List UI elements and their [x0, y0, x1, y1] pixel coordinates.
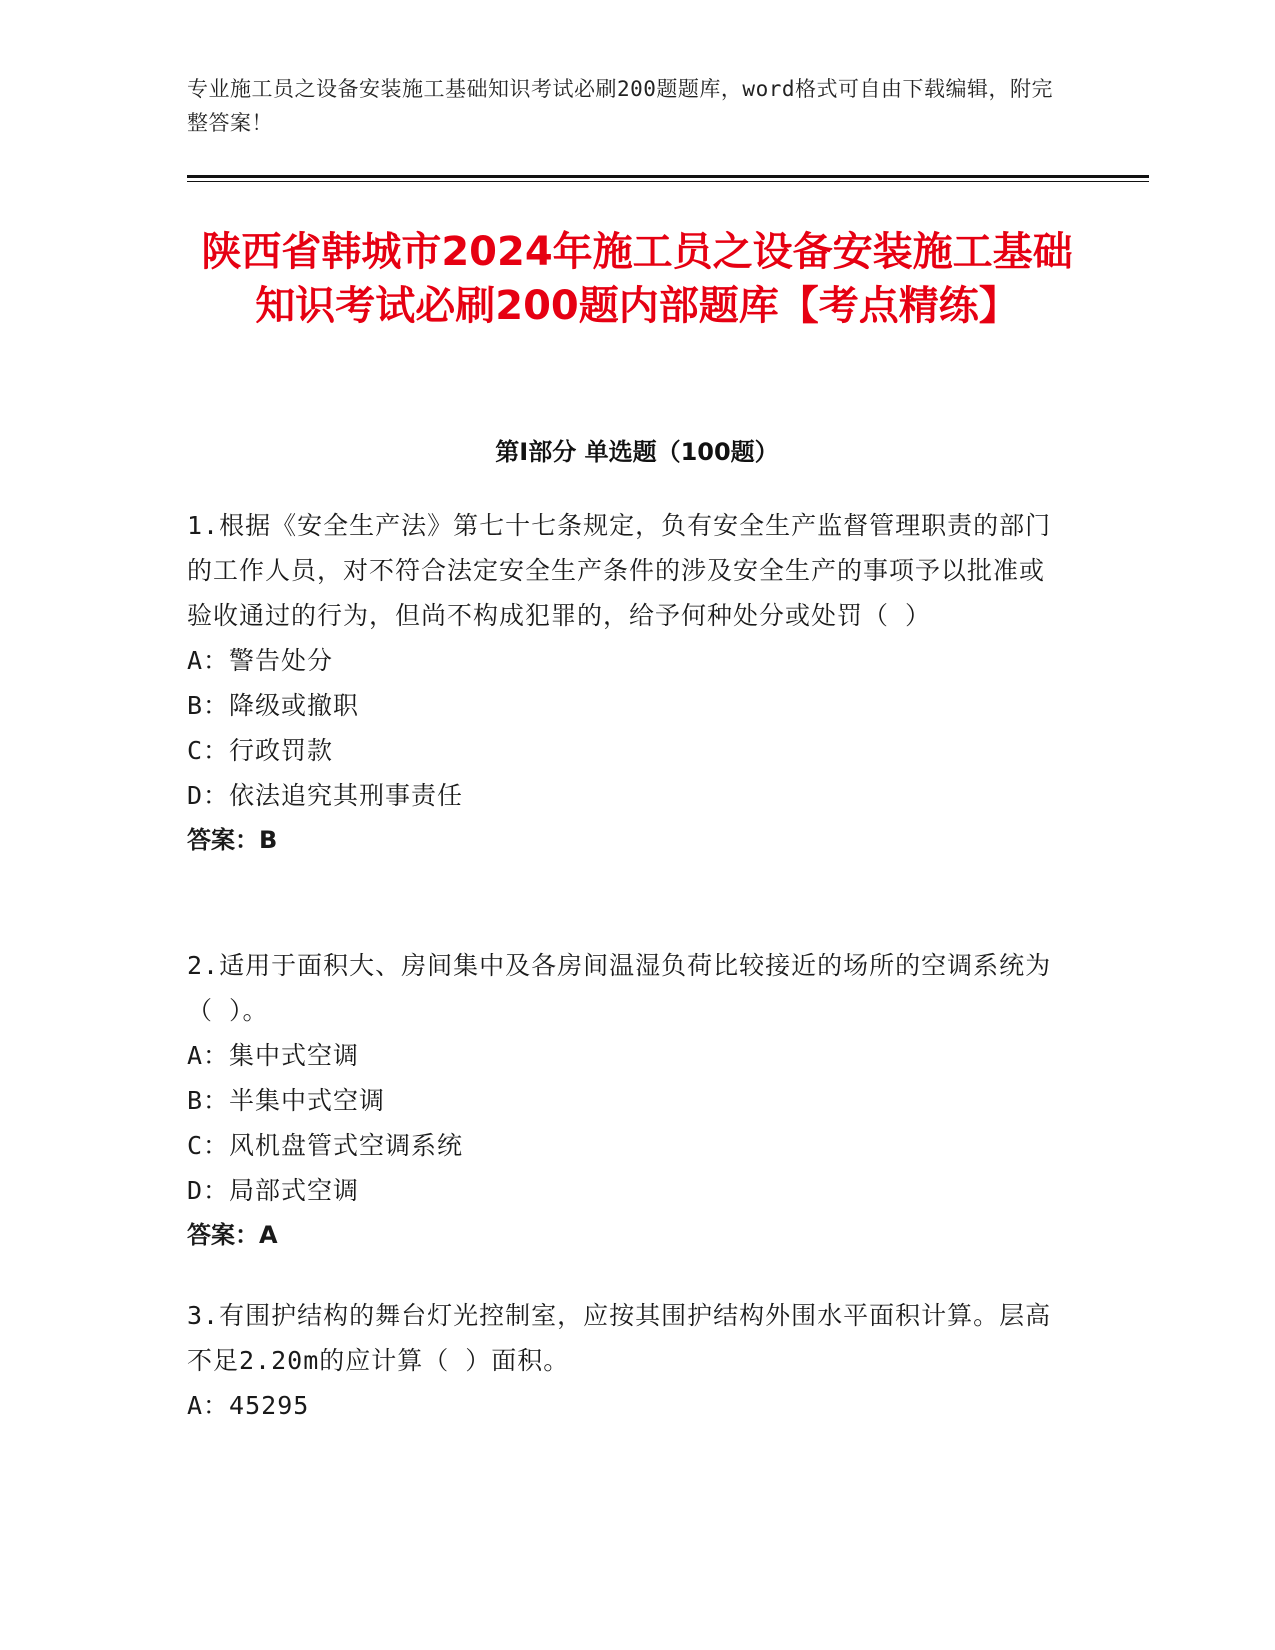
option-c: C：风机盘管式空调系统	[187, 1131, 464, 1160]
option-a: A：45295	[187, 1391, 310, 1420]
question-stem: 3.有围护结构的舞台灯光控制室，应按其围护结构外围水平面积计算。层高不足2.20m的应计算（ ）面积。	[187, 1301, 1052, 1375]
answer: 答案：A	[187, 1221, 278, 1249]
option-a: A：警告处分	[187, 646, 334, 675]
option-b: B：半集中式空调	[187, 1086, 386, 1115]
header-divider-thin	[187, 181, 1149, 182]
question-3	[187, 1293, 1067, 1428]
question-1	[187, 503, 1067, 863]
question-stem: 2.适用于面积大、房间集中及各房间温湿负荷比较接近的场所的空调系统为（ ）。	[187, 951, 1052, 1025]
section-heading: 第I部分 单选题（100题）	[495, 438, 779, 466]
option-c: C：行政罚款	[187, 736, 334, 765]
option-a: A：集中式空调	[187, 1041, 360, 1070]
question-2	[187, 943, 1067, 1258]
option-d: D：局部式空调	[187, 1176, 360, 1205]
header-divider-thick	[187, 175, 1149, 178]
answer: 答案：B	[187, 826, 278, 854]
option-d: D：依法追究其刑事责任	[187, 781, 464, 810]
header-note: 专业施工员之设备安装施工基础知识考试必刷200题题库，word格式可自由下载编辑，附完整答案！	[187, 77, 1053, 135]
question-stem: 1.根据《安全生产法》第七十七条规定，负有安全生产监督管理职责的部门的工作人员，对不符合法定安全生产条件的涉及安全生产的事项予以批准或验收通过的行为，但尚不构成犯罪的，给予何种处分或处罚（ ）	[187, 511, 1052, 630]
option-b: B：降级或撤职	[187, 691, 360, 720]
document-title: 陕西省韩城市2024年施工员之设备安装施工基础知识考试必刷200题内部题库【考点精练】	[201, 229, 1073, 329]
